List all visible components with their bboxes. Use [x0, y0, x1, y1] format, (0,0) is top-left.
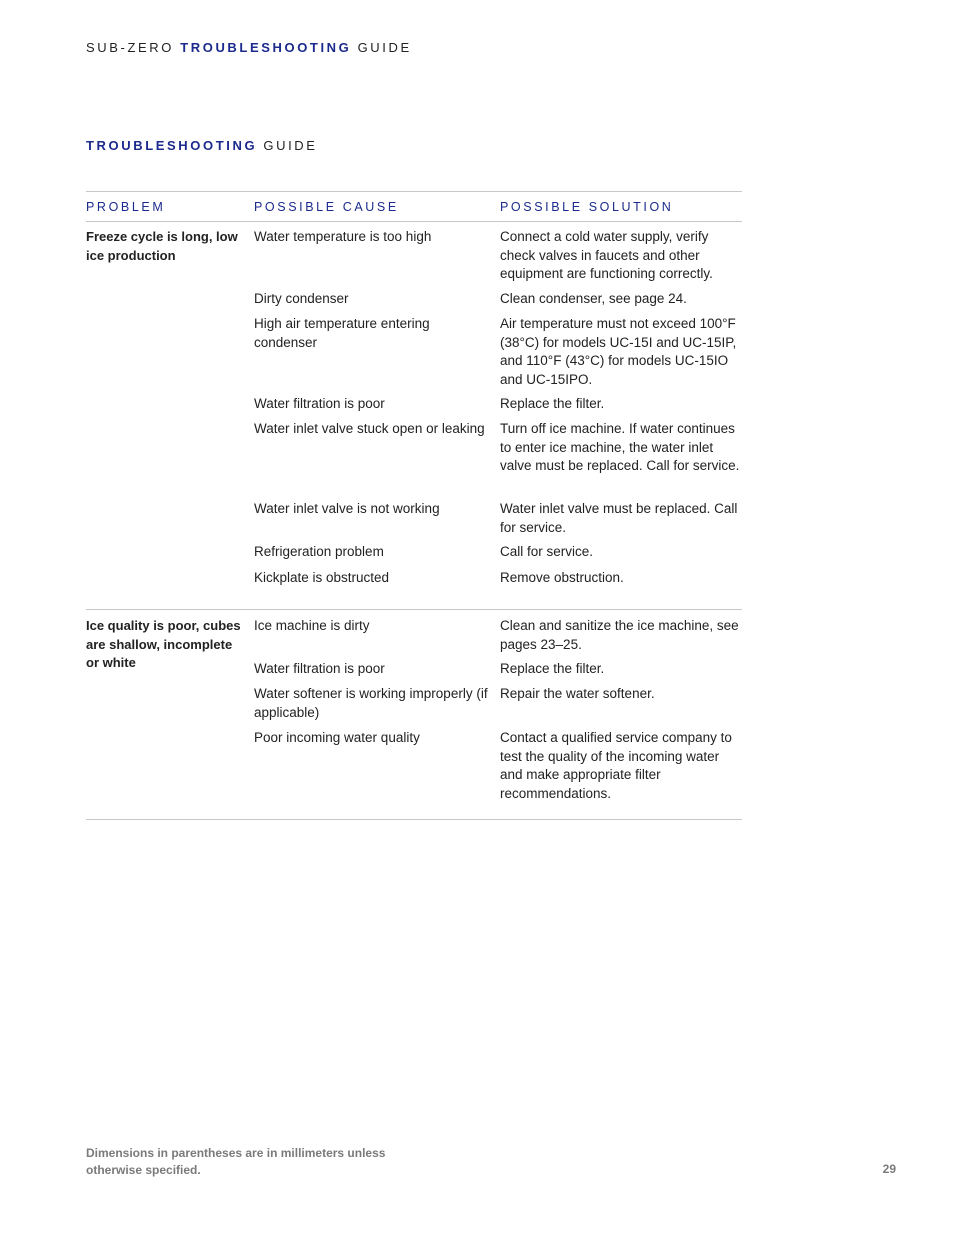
column-header-cause: POSSIBLE CAUSE [254, 199, 399, 214]
cause-cell: Ice machine is dirty [254, 618, 370, 633]
cause-solution-list [254, 222, 742, 589]
running-header [86, 40, 412, 55]
section-title-rest: GUIDE [263, 138, 318, 153]
cause-cell: High air temperature entering condenser [254, 316, 430, 350]
table-row [254, 228, 742, 290]
column-header-problem: PROBLEM [86, 199, 166, 214]
header-rest: GUIDE [357, 40, 412, 55]
problem-group [86, 222, 742, 610]
solution-cell: Clean condenser, see page 24. [500, 291, 687, 306]
problem-group [86, 610, 742, 820]
column-header-solution: POSSIBLE SOLUTION [500, 199, 674, 214]
cause-cell: Water temperature is too high [254, 229, 432, 244]
cause-cell: Refrigeration problem [254, 544, 384, 559]
cause-cell: Water softener is working improperly (if applicable) [254, 686, 488, 720]
table-row [254, 685, 742, 729]
cause-cell: Water inlet valve stuck open or leaking [254, 421, 485, 436]
table-row [254, 617, 742, 660]
table-row [254, 290, 742, 315]
cause-solution-list [254, 610, 742, 803]
section-title [86, 138, 318, 153]
table-header-row [86, 192, 742, 222]
table-row [254, 420, 742, 500]
solution-cell: Call for service. [500, 544, 594, 559]
solution-cell: Contact a qualified service company to test the quality of the incoming water and make appropriate filter recommendations. [500, 730, 732, 801]
section-title-bold: TROUBLESHOOTING [86, 138, 258, 153]
solution-cell: Clean and sanitize the ice machine, see pages 23–25. [500, 618, 739, 652]
solution-cell: Replace the filter. [500, 661, 605, 676]
solution-cell: Remove obstruction. [500, 570, 624, 585]
table-row [254, 395, 742, 420]
header-bold: TROUBLESHOOTING [180, 40, 352, 55]
problem-label: Ice quality is poor, cubes are shallow, incomplete or white [86, 618, 241, 670]
cause-cell: Dirty condenser [254, 291, 349, 306]
cause-cell: Water filtration is poor [254, 661, 385, 676]
cause-cell: Kickplate is obstructed [254, 570, 390, 585]
problem-label: Freeze cycle is long, low ice production [86, 229, 238, 263]
table-row [254, 569, 742, 589]
cause-cell: Water inlet valve is not working [254, 501, 440, 516]
footer-note: Dimensions in parentheses are in millimeters unless otherwise specified. [86, 1146, 386, 1177]
solution-cell: Water inlet valve must be replaced. Call for service. [500, 501, 738, 535]
header-brand: SUB-ZERO [86, 40, 174, 55]
table-row [254, 500, 742, 543]
cause-cell: Poor incoming water quality [254, 730, 420, 745]
solution-cell: Turn off ice machine. If water continues to enter ice machine, the water inlet valve must be replaced. Call for service. [500, 421, 740, 473]
solution-cell: Replace the filter. [500, 396, 605, 411]
page-number: 29 [882, 1162, 896, 1176]
cause-cell: Water filtration is poor [254, 396, 385, 411]
table-row [254, 729, 742, 803]
table-row [254, 315, 742, 395]
table-row [254, 543, 742, 569]
solution-cell: Connect a cold water supply, verify check valves in faucets and other equipment are functioning correctly. [500, 229, 713, 281]
solution-cell: Repair the water softener. [500, 686, 655, 701]
solution-cell: Air temperature must not exceed 100°F (38°C) for models UC-15I and UC-15IP, and 110°F (43°C) for models UC-15IO and UC-15IPO. [500, 316, 737, 387]
troubleshooting-table [86, 191, 742, 820]
table-row [254, 660, 742, 685]
